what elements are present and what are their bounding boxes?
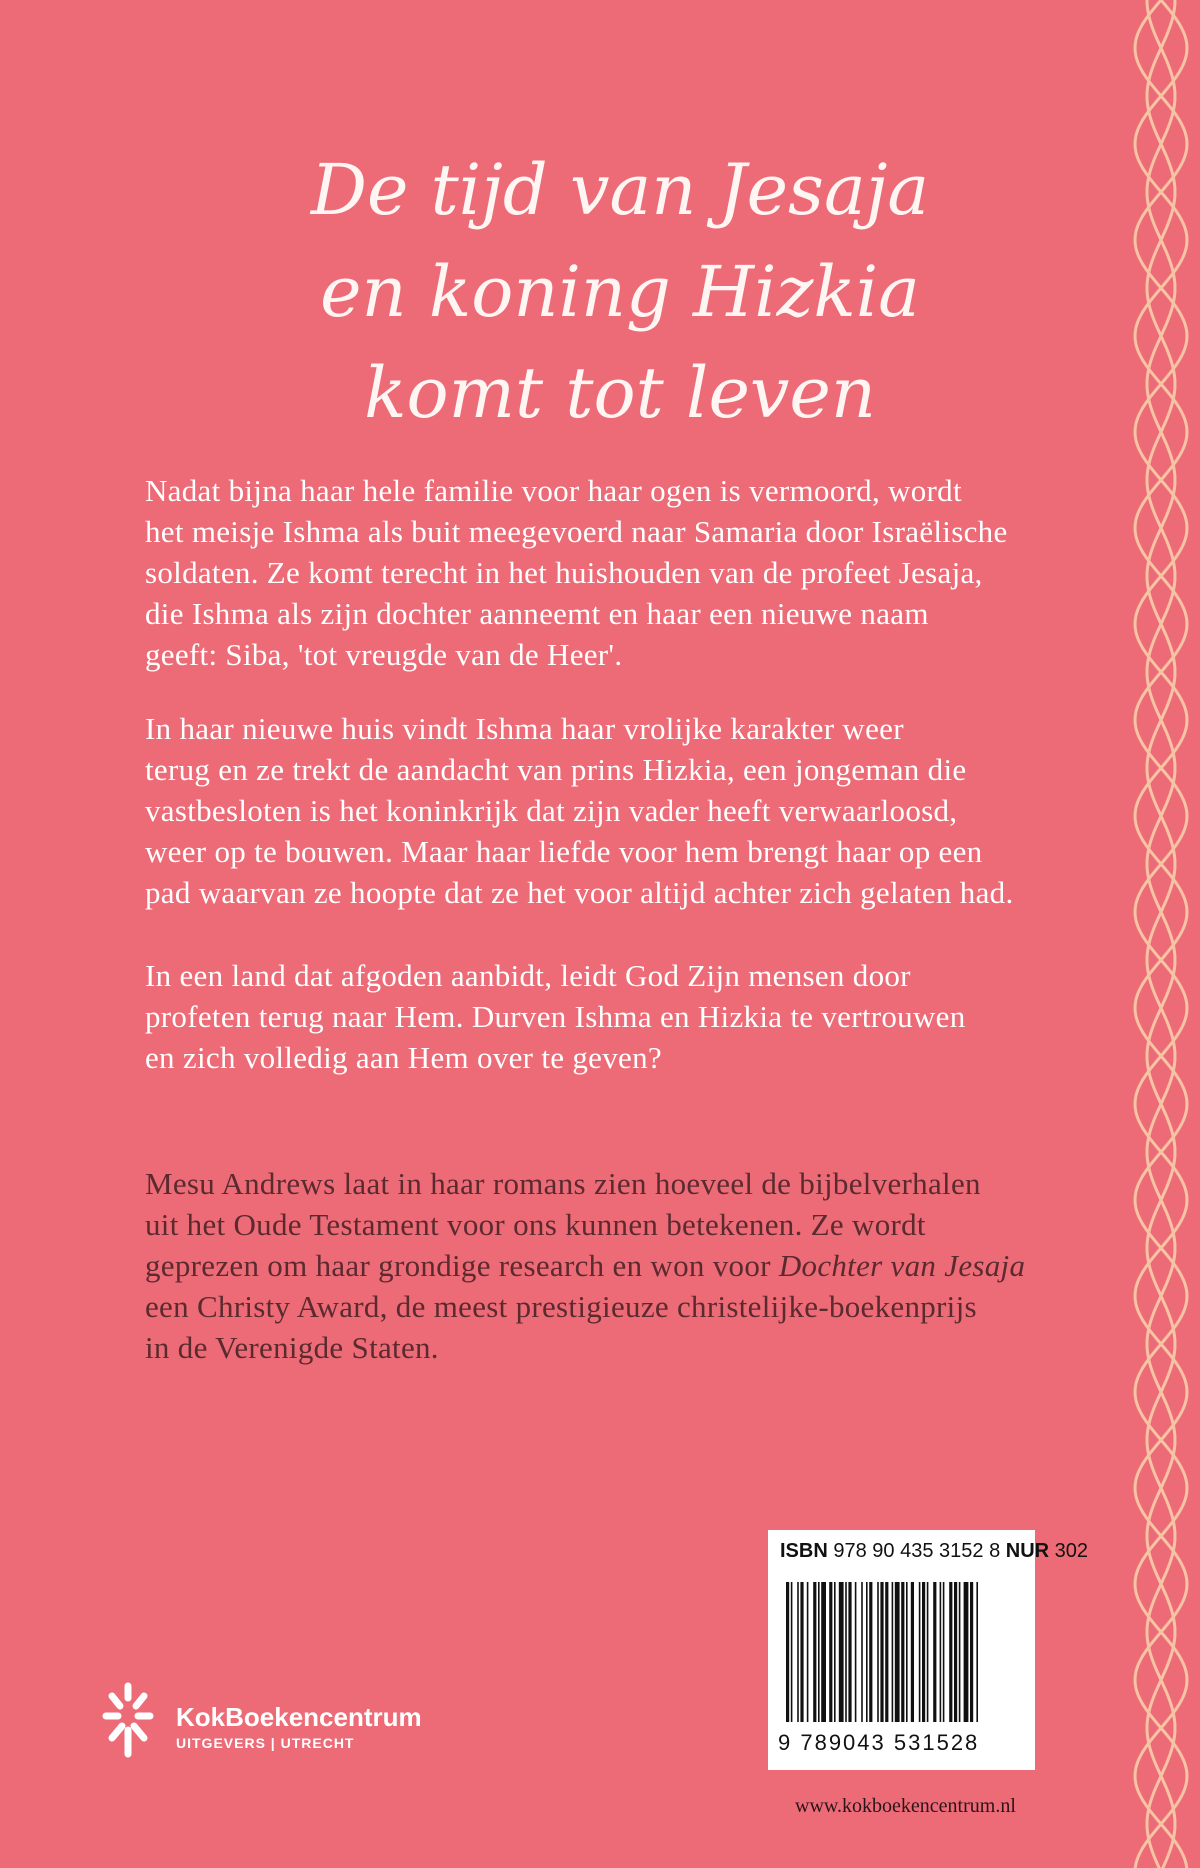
barcode-bar bbox=[933, 1582, 936, 1722]
barcode-bar bbox=[834, 1582, 836, 1722]
text-line: pad waarvan ze hoopte dat ze het voor altijd achter zich gelaten had. bbox=[145, 875, 1014, 910]
barcode-bar bbox=[906, 1582, 908, 1722]
book-title: Dochter van Jesaja bbox=[778, 1248, 1026, 1283]
barcode-bar bbox=[880, 1582, 883, 1722]
text-line: en zich volledig aan Hem over te geven? bbox=[145, 1040, 662, 1075]
text-line: in de Verenigde Staten. bbox=[145, 1330, 439, 1365]
barcode-bar bbox=[949, 1582, 952, 1722]
isbn-label: ISBN bbox=[780, 1540, 828, 1562]
text-line: vastbesloten is het koninkrijk dat zijn vader heeft verwaarloosd, bbox=[145, 793, 958, 828]
isbn-line bbox=[780, 1540, 1088, 1563]
blurb-paragraph-1 bbox=[145, 470, 1025, 675]
barcode-bar bbox=[869, 1582, 872, 1722]
barcode-digits: 9 789043 531528 bbox=[778, 1730, 980, 1755]
barcode-bar bbox=[797, 1582, 799, 1722]
headline bbox=[240, 140, 1000, 445]
barcode-bar bbox=[829, 1582, 832, 1722]
publisher-website: www.kokboekencentrum.nl bbox=[795, 1795, 1016, 1817]
barcode-bar bbox=[919, 1582, 921, 1722]
barcode-bar bbox=[786, 1582, 789, 1722]
barcode-bar bbox=[940, 1582, 942, 1722]
barcode-bar bbox=[818, 1582, 820, 1722]
text-line: Mesu Andrews laat in haar romans zien hoeveel de bijbelverhalen bbox=[145, 1166, 981, 1201]
barcode-bar bbox=[976, 1582, 978, 1722]
barcode-bar bbox=[943, 1582, 945, 1722]
barcode-bar bbox=[877, 1582, 879, 1722]
text-line: een Christy Award, de meest prestigieuze christelijke-boekenprijs bbox=[145, 1289, 977, 1324]
barcode-bar bbox=[861, 1582, 863, 1722]
text-line: profeten terug naar Hem. Durven Ishma en Hizkia te vertrouwen bbox=[145, 999, 966, 1034]
text-line: uit het Oude Testament voor ons kunnen betekenen. Ze wordt bbox=[145, 1207, 926, 1242]
text-line: die Ishma als zijn dochter aanneemt en haar een nieuwe naam bbox=[145, 596, 929, 631]
text-segment: geprezen om haar grondige research en won voor bbox=[145, 1248, 779, 1283]
barcode-bar bbox=[901, 1582, 904, 1722]
text-line bbox=[145, 1245, 1025, 1286]
barcode-bar bbox=[807, 1582, 809, 1722]
text-line: Nadat bijna haar hele familie voor haar ogen is vermoord, wordt bbox=[145, 473, 962, 508]
publisher-name: KokBoekencentrum bbox=[176, 1702, 422, 1732]
author-bio bbox=[145, 1163, 1025, 1368]
barcode-bar bbox=[954, 1582, 957, 1722]
barcode-bar bbox=[959, 1582, 961, 1722]
barcode-bar bbox=[885, 1582, 888, 1722]
text-line: In haar nieuwe huis vindt Ishma haar vrolijke karakter weer bbox=[145, 711, 904, 746]
barcode-bar bbox=[845, 1582, 847, 1722]
barcode-bar bbox=[892, 1582, 894, 1722]
barcode-bar bbox=[821, 1582, 826, 1722]
text-line: geeft: Siba, 'tot vreugde van de Heer'. bbox=[145, 637, 623, 672]
publisher-subtitle: UITGEVERS | UTRECHT bbox=[176, 1735, 355, 1751]
barcode-bar bbox=[848, 1582, 851, 1722]
barcode bbox=[786, 1582, 1018, 1722]
barcode-bar bbox=[922, 1582, 925, 1722]
nur-label: NUR bbox=[1005, 1540, 1050, 1562]
barcode-bar bbox=[866, 1582, 868, 1722]
isbn-number: 978 90 435 3152 8 bbox=[833, 1540, 1001, 1562]
headline-line-3: komt tot leven bbox=[364, 352, 876, 434]
headline-line-2: en koning Hizkia bbox=[320, 250, 920, 333]
text-line: het meisje Ishma als buit meegevoerd naar Samaria door Israëlische bbox=[145, 514, 1008, 549]
barcode-bar bbox=[895, 1582, 900, 1722]
blurb-paragraph-2 bbox=[145, 708, 1025, 913]
headline-line-1: De tijd van Jesaja bbox=[310, 149, 930, 231]
isbn-barcode-box bbox=[768, 1530, 1089, 1770]
barcode-bar bbox=[964, 1582, 969, 1722]
barcode-bar bbox=[800, 1582, 803, 1722]
text-line: weer op te bouwen. Maar haar liefde voor hem brengt haar op een bbox=[145, 834, 983, 869]
blurb-paragraph-3 bbox=[145, 955, 1025, 1078]
barcode-bar bbox=[791, 1582, 793, 1722]
publisher-logo-icon bbox=[98, 1680, 158, 1760]
decorative-border bbox=[1122, 0, 1200, 1868]
barcode-bar bbox=[855, 1582, 857, 1722]
barcode-bar bbox=[911, 1582, 914, 1722]
publisher-logo bbox=[98, 1680, 518, 1760]
barcode-bar bbox=[839, 1582, 844, 1722]
text-line: terug en ze trekt de aandacht van prins Hizkia, een jongeman die bbox=[145, 752, 967, 787]
text-line: In een land dat afgoden aanbidt, leidt God Zijn mensen door bbox=[145, 958, 911, 993]
nur-number: 302 bbox=[1054, 1540, 1089, 1562]
text-line: soldaten. Ze komt terecht in het huishouden van de profeet Jesaja, bbox=[145, 555, 983, 590]
barcode-bar bbox=[813, 1582, 816, 1722]
barcode-bar bbox=[970, 1582, 973, 1722]
barcode-bar bbox=[927, 1582, 929, 1722]
